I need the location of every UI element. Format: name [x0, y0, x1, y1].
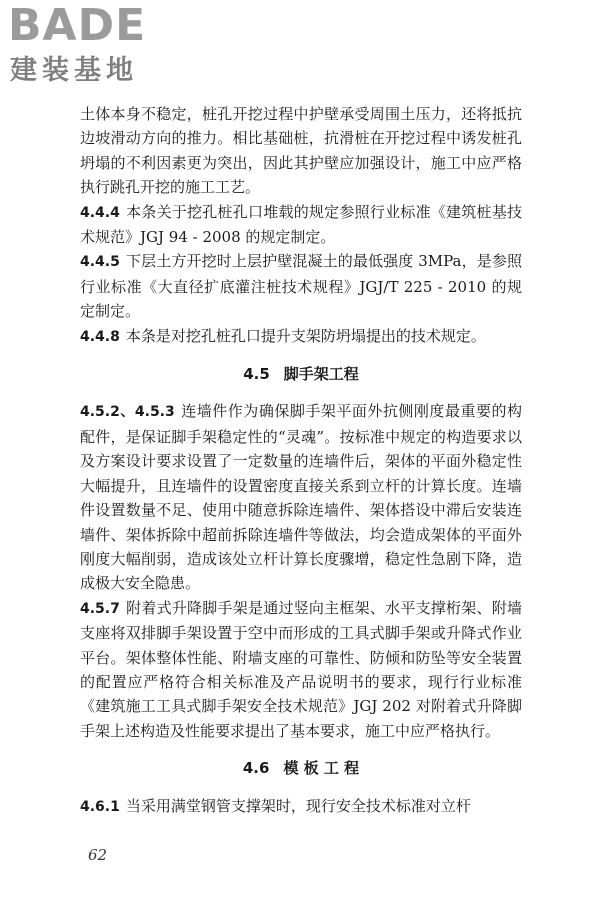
clause-text: 本条是对挖孔桩孔口提升支架防坍塌提出的技术规定。	[125, 326, 486, 345]
logo-subtitle: 建装基地	[10, 55, 138, 86]
clause-number: 4.4.8	[80, 328, 120, 345]
clause-number: 4.5.7	[80, 600, 120, 617]
document-body	[80, 102, 522, 819]
section-heading-4-5	[80, 362, 522, 386]
page-number: 62	[88, 846, 108, 864]
clause-number: 4.5.2、4.5.3	[80, 404, 175, 421]
section-title: 模 板 工 程	[283, 759, 360, 778]
section-heading-4-6	[80, 756, 522, 780]
clause-4-4-5	[80, 249, 522, 323]
section-title: 脚手架工程	[283, 365, 359, 384]
paragraph-continuation	[80, 102, 522, 200]
clause-number: 4.4.5	[80, 254, 120, 271]
section-number: 4.6	[242, 759, 270, 778]
clause-4-4-4	[80, 200, 522, 250]
clause-text: 当采用满堂钢管支撑架时，现行安全技术标准对立杆	[125, 796, 471, 815]
clause-number: 4.6.1	[80, 798, 120, 815]
clause-text: 下层土方开挖时上层护壁混凝土的最低强度 3MPa，是参照行业标准《大直径扩底灌注桩技术规程》JGJ/T 225 - 2010 的规定制定。	[80, 252, 522, 321]
clause-4-5-7	[80, 596, 522, 743]
clause-text: 本条关于挖孔桩孔口堆载的规定参照行业标准《建筑桩基技术规范》JGJ 94 - 2008 的规定制定。	[80, 202, 522, 247]
section-number: 4.5	[243, 365, 270, 384]
clause-4-5-2-4-5-3	[80, 399, 522, 595]
clause-4-4-8	[80, 324, 522, 349]
brand-logo	[8, 2, 178, 94]
clause-text: 附着式升降脚手架是通过竖向主框架、水平支撑桁架、附墙支座将双排脚手架设置于空中而形成的工具式脚手架或升降式作业平台。架体整体性能、附墙支座的可靠性、防倾和防坠等安全装置的配置应严格符合相关标准及产品说明书的要求，现行行业标准《建筑施工工具式脚手架安全技术规范》JGJ 202 对附着式升降脚手架上述构造及性能要求提出了基本要求，施工中应严格执行。	[80, 598, 522, 740]
clause-number: 4.4.4	[80, 204, 120, 221]
clause-4-6-1	[80, 794, 522, 819]
clause-text: 连墙件作为确保脚手架平面外抗侧刚度最重要的构配件，是保证脚手架稳定性的“灵魂”。按标准中规定的构造要求以及方案设计要求设置了一定数量的连墙件后，架体的平面外稳定性大幅提升，且连墙件的设置密度直接关系到立杆的计算长度。连墙件设置数量不足、使用中随意拆除连墙件、架体搭设中滞后安装连墙件、架体拆除中超前拆除连墙件等做法，均会造成架体的平面外刚度大幅削弱，造成该处立杆计算长度骤增，稳定性急剧下降，造成极大安全隐患。	[80, 402, 522, 593]
paragraph-text: 土体本身不稳定，桩孔开挖过程中护壁承受周围土压力，还将抵抗边坡滑动方向的推力。相比基础桩，抗滑桩在开挖过程中诱发桩孔坍塌的不利因素更为突出，因此其护壁应加强设计，施工中应严格执行跳孔开挖的施工工艺。	[80, 105, 522, 197]
logo-brand-text: BADE	[8, 0, 147, 51]
